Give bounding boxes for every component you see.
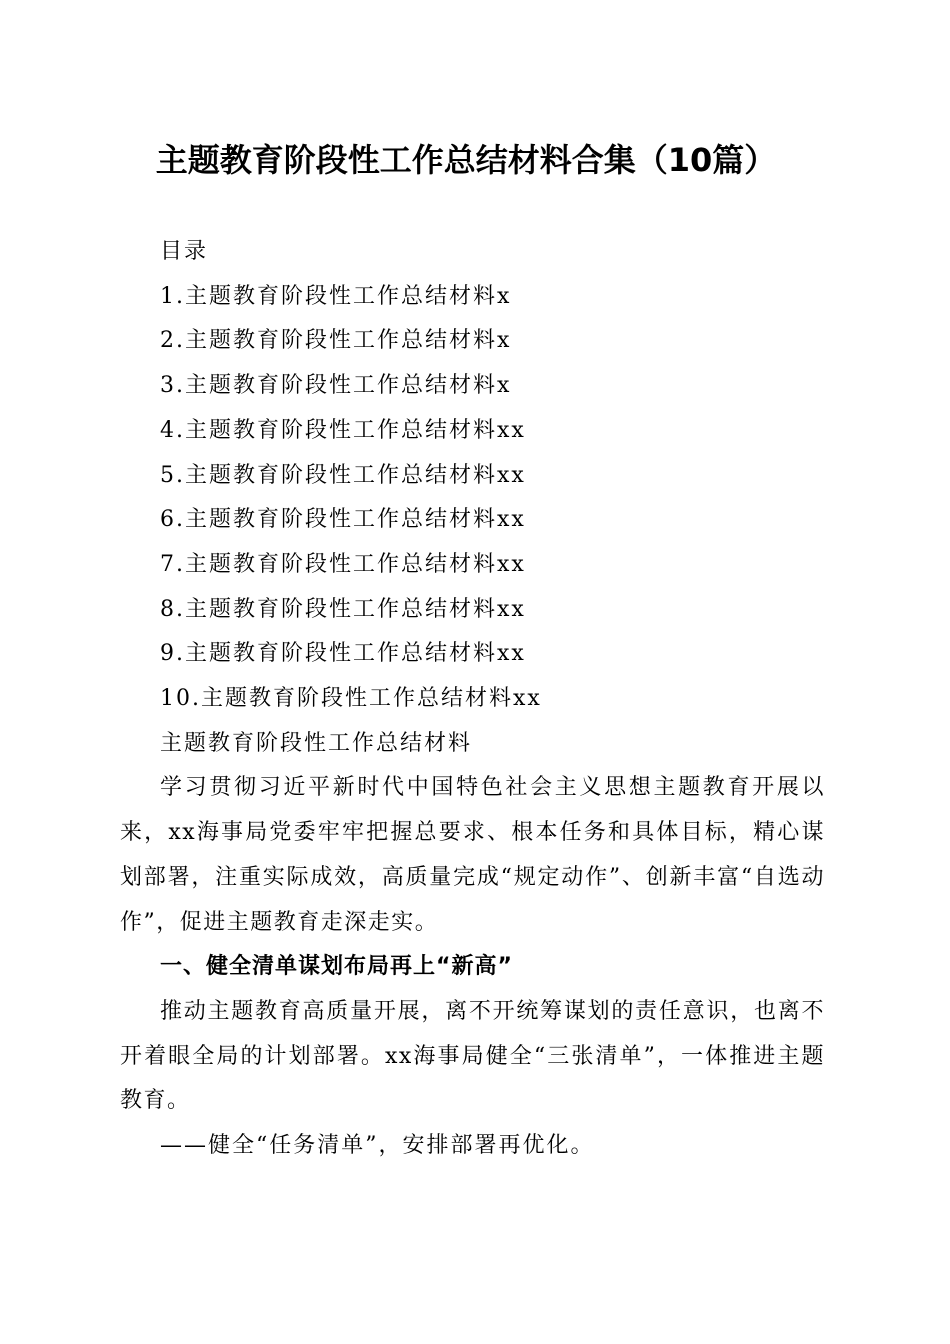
intro-paragraph: 学习贯彻习近平新时代中国特色社会主义思想主题教育开展以来，xx海事局党委牢牢把握总要求、根本任务和具体目标，精心谋划部署，注重实际成效，高质量完成“规定动作”、创新丰富“自选动作”，促进主题教育走深走实。	[120, 775, 825, 935]
toc-item: 3.主题教育阶段性工作总结材料x	[160, 373, 512, 399]
toc-item: 6.主题教育阶段性工作总结材料xx	[160, 507, 526, 533]
toc-item: 10.主题教育阶段性工作总结材料xx	[160, 686, 542, 712]
toc-item: 5.主题教育阶段性工作总结材料xx	[160, 462, 526, 488]
toc-item: 2.主题教育阶段性工作总结材料x	[160, 328, 512, 354]
document-title: 主题教育阶段性工作总结材料合集（10篇）	[155, 141, 777, 179]
body-paragraph: ——健全“任务清单”，安排部署再优化。	[160, 1133, 595, 1159]
toc-item: 8.主题教育阶段性工作总结材料xx	[160, 596, 526, 622]
document-body	[120, 230, 825, 1169]
section-heading: 一、健全清单谋划布局再上“新高”	[160, 954, 513, 980]
toc-item: 9.主题教育阶段性工作总结材料xx	[160, 641, 526, 667]
table-of-contents	[120, 275, 825, 722]
section-title: 主题教育阶段性工作总结材料	[160, 730, 473, 756]
toc-heading: 目录	[160, 239, 209, 264]
toc-item: 4.主题教育阶段性工作总结材料xx	[160, 417, 526, 443]
body-paragraph: 推动主题教育高质量开展，离不开统筹谋划的责任意识，也离不开着眼全局的计划部署。xx海事局健全“三张清单”，一体推进主题教育。	[120, 998, 825, 1114]
toc-item: 7.主题教育阶段性工作总结材料xx	[160, 551, 526, 577]
toc-item: 1.主题教育阶段性工作总结材料x	[160, 283, 512, 309]
